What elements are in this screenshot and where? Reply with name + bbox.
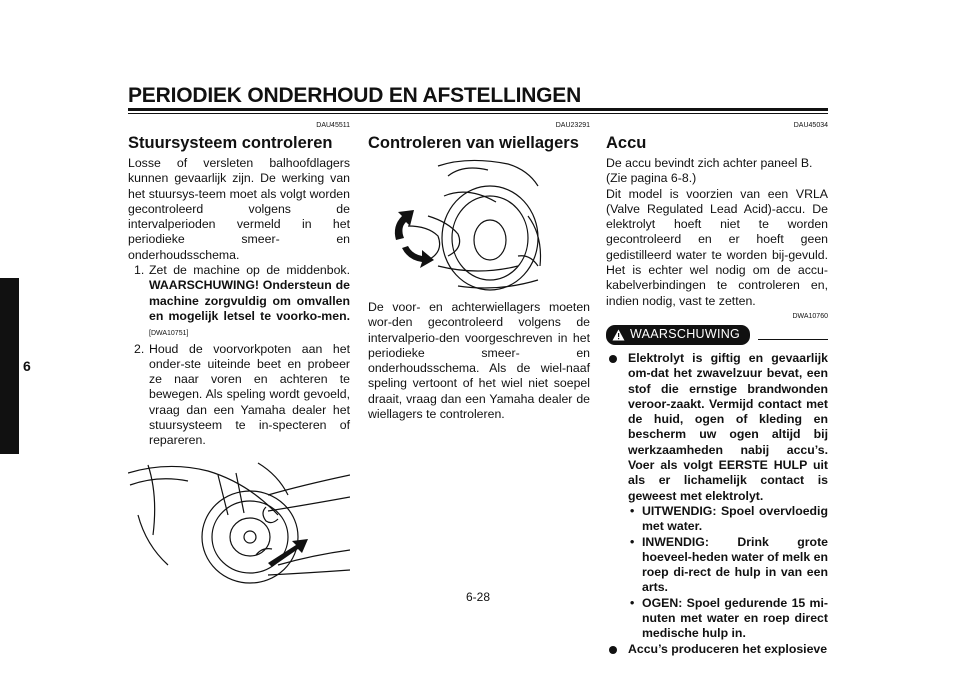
first-aid-item (628, 535, 828, 596)
step-warning: WAARSCHUWING! Ondersteun de machine zorgvuldig om omvallen en mogelijk letsel te voorko-men. (149, 278, 350, 323)
first-aid-item (628, 504, 828, 535)
bullet-icon: • (630, 503, 635, 518)
column-steering (128, 118, 350, 585)
wheel-bearings-body: De voor- en achterwiellagers moeten wor-den gecontroleerd volgens de intervalperio-den voorgeschreven in het periodieke smeer- en onderhoudsschema. Als de wiel-naaf speling vertoont of het wiel niet soepel draait, vraag dan een Yamaha dealer de wiellagers te controleren. (368, 300, 590, 422)
page-title: PERIODIEK ONDERHOUD EN AFSTELLINGEN (128, 84, 582, 107)
column-wheel-bearings (368, 118, 590, 422)
first-aid-item (628, 596, 828, 642)
warning-badge (606, 325, 750, 344)
warning-code: DWA10760 (792, 312, 828, 320)
section-code: DAU45034 (793, 122, 828, 129)
section-code: DAU45511 (316, 122, 350, 129)
warning-item-text: Accu’s produceren het explosieve (628, 641, 828, 656)
first-aid-text: INWENDIG: Drink grote hoeveel-heden water of melk en roep di-rect de hulp in van een arts. (642, 534, 828, 595)
warning-label: WAARSCHUWING (630, 327, 741, 342)
first-aid-text: OGEN: Spoel gedurende 15 mi-nuten met water en roep direct medische hulp in. (642, 595, 828, 641)
chapter-tab (0, 278, 19, 454)
first-aid-list (628, 504, 828, 642)
warning-item (606, 351, 828, 642)
section-heading-steering: Stuursysteem controleren (128, 134, 333, 152)
bullet-icon: • (630, 534, 635, 549)
chapter-number: 6 (23, 358, 31, 374)
column-battery (606, 118, 828, 657)
step-number: 2. (134, 341, 145, 356)
warning-code: [DWA10751] (149, 330, 189, 338)
warning-list (606, 351, 828, 657)
step-text: Zet de machine op de middenbok. (149, 263, 350, 278)
bullet-icon: • (630, 595, 635, 610)
warning-header (606, 325, 828, 345)
section-code: DAU23291 (555, 122, 590, 129)
step-number: 1. (134, 263, 145, 278)
battery-location: De accu bevindt zich achter paneel B. (Zie pagina 6-8.) (606, 156, 813, 186)
first-aid-text: UITWENDIG: Spoel overvloedig met water. (642, 503, 828, 534)
steering-intro: Losse of versleten balhoofdlagers kunnen gevaarlijk zijn. De werking van het stuursys-teem moet als volgt worden gecontroleerd volgens de intervalperioden vermeld in het periodieke smeer- en onderhoudsschema. (128, 156, 350, 262)
steering-illustration (128, 455, 350, 585)
warning-item-text: Elektrolyt is giftig en gevaarlijk om-dat het zwavelzuur bevat, een stof die ernstige brandwonden veroor-zaakt. Vermijd contact met de huid, ogen of kleding en bescherm uw ogen altijd bij werkzaamheden nabij accu’s. Voer als volgt EERSTE HULP uit als er lichamelijk contact is geweest met elektrolyt. (628, 350, 828, 503)
bullet-dot-icon (609, 646, 617, 654)
warning-triangle-icon (612, 329, 625, 341)
warning-rule (758, 339, 828, 340)
title-rule-thick (128, 108, 828, 111)
wheel-bearing-illustration (368, 156, 590, 294)
page-number: 6-28 (466, 590, 491, 604)
step-1 (128, 263, 350, 341)
warning-item (606, 642, 828, 657)
bullet-dot-icon (609, 355, 617, 363)
steering-steps (128, 263, 350, 449)
step-text: Houd de voorvorkpoten aan het onder-ste uiteinde beet en probeer ze naar voren en achteren te bewegen. Als speling wordt gevoeld, vraag dan een Yamaha dealer het stuursysteem te in-specteren of repareren. (149, 341, 350, 448)
title-rule-thin (128, 113, 828, 114)
step-2 (128, 342, 350, 449)
battery-description: Dit model is voorzien van een VRLA (Valve Regulated Lead Acid)-accu. De elektrolyt hoeft niet te worden gecontroleerd en er hoeft geen gedistilleerd water te worden bij-gevuld. Het is echter wel nodig om de accu-kabelverbindingen te controleren en, indien nodig, vast te zetten. (606, 186, 828, 308)
section-heading-wheel-bearings: Controleren van wiellagers (368, 134, 579, 152)
section-heading-battery: Accu (606, 134, 647, 152)
